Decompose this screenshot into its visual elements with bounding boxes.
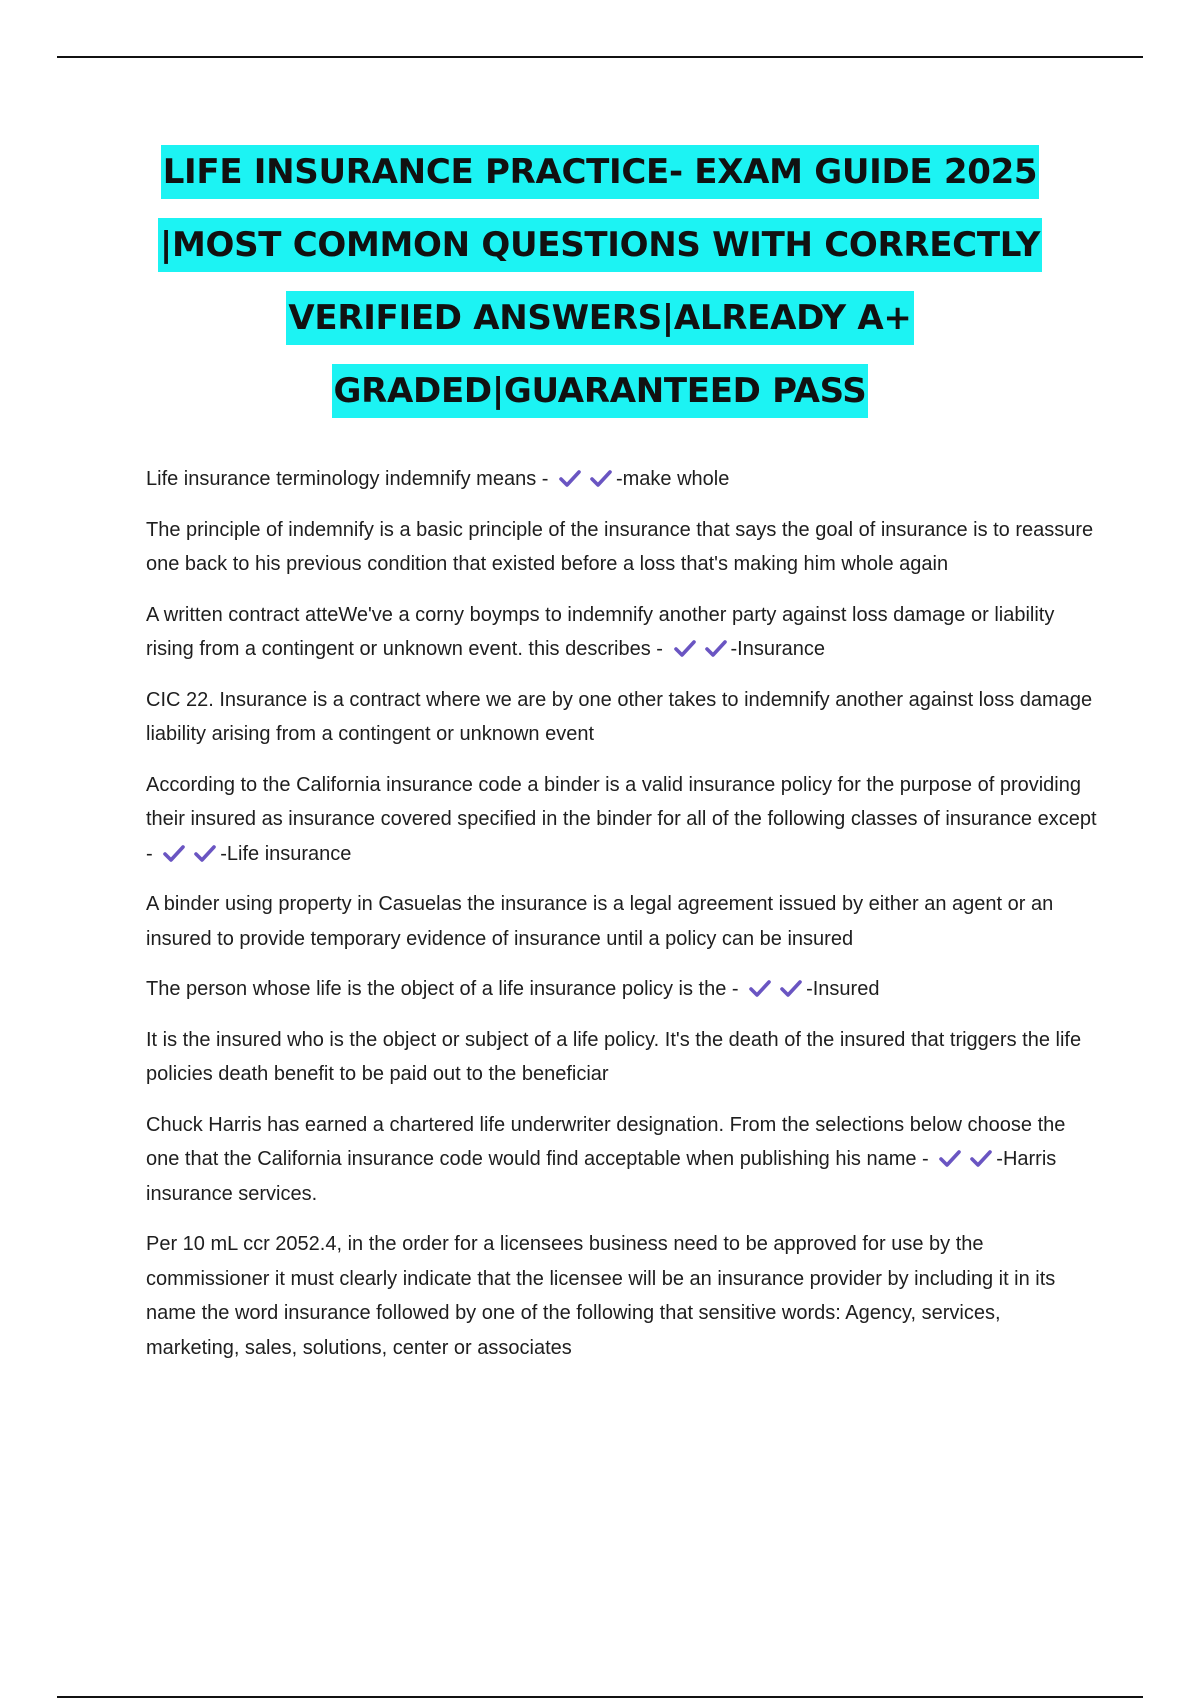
explanation-entry: A binder using property in Casuelas the insurance is a legal agreement issued by either an agent or an insured to provide temporary evidence of insurance until a policy can be insured <box>146 893 1054 950</box>
explanation-entry: The principle of indemnify is a basic principle of the insurance that says the goal of insurance is to reassure one back to his previous condition that existed before a loss that's making him whole again <box>146 518 1094 575</box>
bottom-rule <box>57 1696 1143 1698</box>
title-line: VERIFIED ANSWERS|ALREADY A+ <box>286 291 913 345</box>
answer-text: -Insured <box>806 978 880 1000</box>
document-body <box>146 462 1098 1381</box>
title-line: GRADED|GUARANTEED PASS <box>332 364 869 418</box>
explanation-entry: Per 10 mL ccr 2052.4, in the order for a licensees business need to be approved for use by the commissioner it must clearly indicate that the licensee will be an insurance provider by including it in its name the word insurance followed by one of the following that sensitive words: Agency, services, marketing, sales, solutions, center or associates <box>146 1233 1056 1359</box>
qa-entry <box>146 462 1098 497</box>
question-text: Chuck Harris has earned a chartered life underwriter designation. From the selections below choose the one that the California insurance code would find acceptable when publishing his name - <box>146 1113 1066 1170</box>
question-text: Life insurance terminology indemnify means - <box>146 468 549 490</box>
check-icon <box>589 468 613 488</box>
check-icon <box>558 468 582 488</box>
qa-entry <box>146 1108 1098 1212</box>
explanation-entry: It is the insured who is the object or subject of a life policy. It's the death of the insured that triggers the life policies death benefit to be paid out to the beneficiar <box>146 1028 1082 1085</box>
check-icon <box>938 1148 962 1168</box>
title-line: LIFE INSURANCE PRACTICE- EXAM GUIDE 2025 <box>161 145 1040 199</box>
title-line: |MOST COMMON QUESTIONS WITH CORRECTLY <box>158 218 1042 272</box>
qa-entry <box>146 768 1098 872</box>
qa-entry <box>146 972 1098 1007</box>
question-text: A written contract atteWe've a corny boymps to indemnify another party against loss damage or liability rising from a contingent or unknown event. this describes - <box>146 603 1055 660</box>
check-icon <box>969 1148 993 1168</box>
answer-text: -Harris insurance services. <box>146 1148 1057 1205</box>
answer-text: -Life insurance <box>220 842 352 865</box>
answer-text: -make whole <box>615 468 730 490</box>
check-icon <box>704 638 728 658</box>
check-icon <box>193 843 217 863</box>
question-text: The person whose life is the object of a life insurance policy is the - <box>146 978 739 1000</box>
question-text: According to the California insurance code a binder is a valid insurance policy for the purpose of providing their insured as insurance covered specified in the binder for all of the following classes of insurance except - <box>146 773 1097 865</box>
explanation-entry: CIC 22. Insurance is a contract where we are by one other takes to indemnify another against loss damage liability arising from a contingent or unknown event <box>146 688 1093 745</box>
answer-text: -Insurance <box>730 638 825 660</box>
document-title <box>100 145 1100 437</box>
top-rule <box>57 56 1143 58</box>
check-icon <box>748 978 772 998</box>
check-icon <box>673 638 697 658</box>
check-icon <box>779 978 803 998</box>
check-icon <box>162 843 186 863</box>
qa-entry <box>146 598 1098 667</box>
